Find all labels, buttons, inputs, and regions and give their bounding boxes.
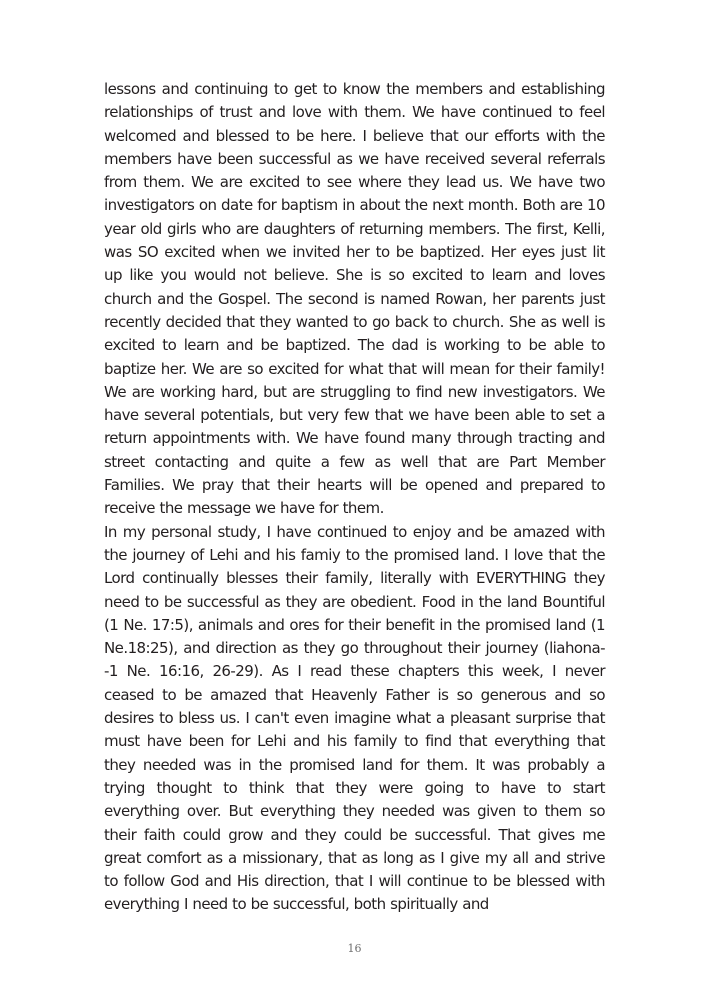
body-text xyxy=(104,78,605,917)
paragraph-missionary-work: lessons and continuing to get to know the members and establishing relationships of trust and love with them. We have continued to feel welcomed and blessed to be here. I believe that our efforts with the members have been successful as we have received several referrals from them. We are excited to see where they lead us. We have two investigators on date for baptism in about the next month. Both are 10 year old girls who are daughters of returning members. The first, Kelli, was SO excited when we invited her to be baptized. Her eyes just lit up like you would not believe. She is so excited to learn and loves church and the Gospel. The second is named Rowan, her parents just recently decided that they wanted to go back to church. She as well is excited to learn and be baptized. The dad is working to be able to baptize her. We are so excited for what that will mean for their family! We are working hard, but are struggling to find new investigators. We have several potentials, but very few that we have been able to set a return appointments with. We have found many through tracting and street contacting and quite a few as well that are Part Member Families. We pray that their hearts will be opened and prepared to receive the message we have for them. xyxy=(104,80,605,518)
paragraph-personal-study: In my personal study, I have continued to enjoy and be amazed with the journey of Lehi and his famiy to the promised land. I love that the Lord continually blesses their family, literally with EVERYTHING they need to be successful as they are obedient. Food in the land Bountiful (1 Ne. 17:5), animals and ores for their benefit in the promised land (1 Ne.18:25), and direction as they go throughout their journey (liahona--1 Ne. 16:16, 26-29). As I read these chapters this week, I never ceased to be amazed that Heavenly Father is so generous and so desires to bless us. I can't even imagine what a pleasant surprise that must have been for Lehi and his family to find that everything that they needed was in the promised land for them. It was probably a trying thought to think that they were going to have to start everything over. But everything they needed was given to them so their faith could grow and they could be successful. That gives me great comfort as a missionary, that as long as I give my all and strive to follow God and His direction, that I will continue to be blessed with everything I need to be successful, both spiritually and xyxy=(104,522,605,914)
page-number: 16 xyxy=(347,942,362,955)
